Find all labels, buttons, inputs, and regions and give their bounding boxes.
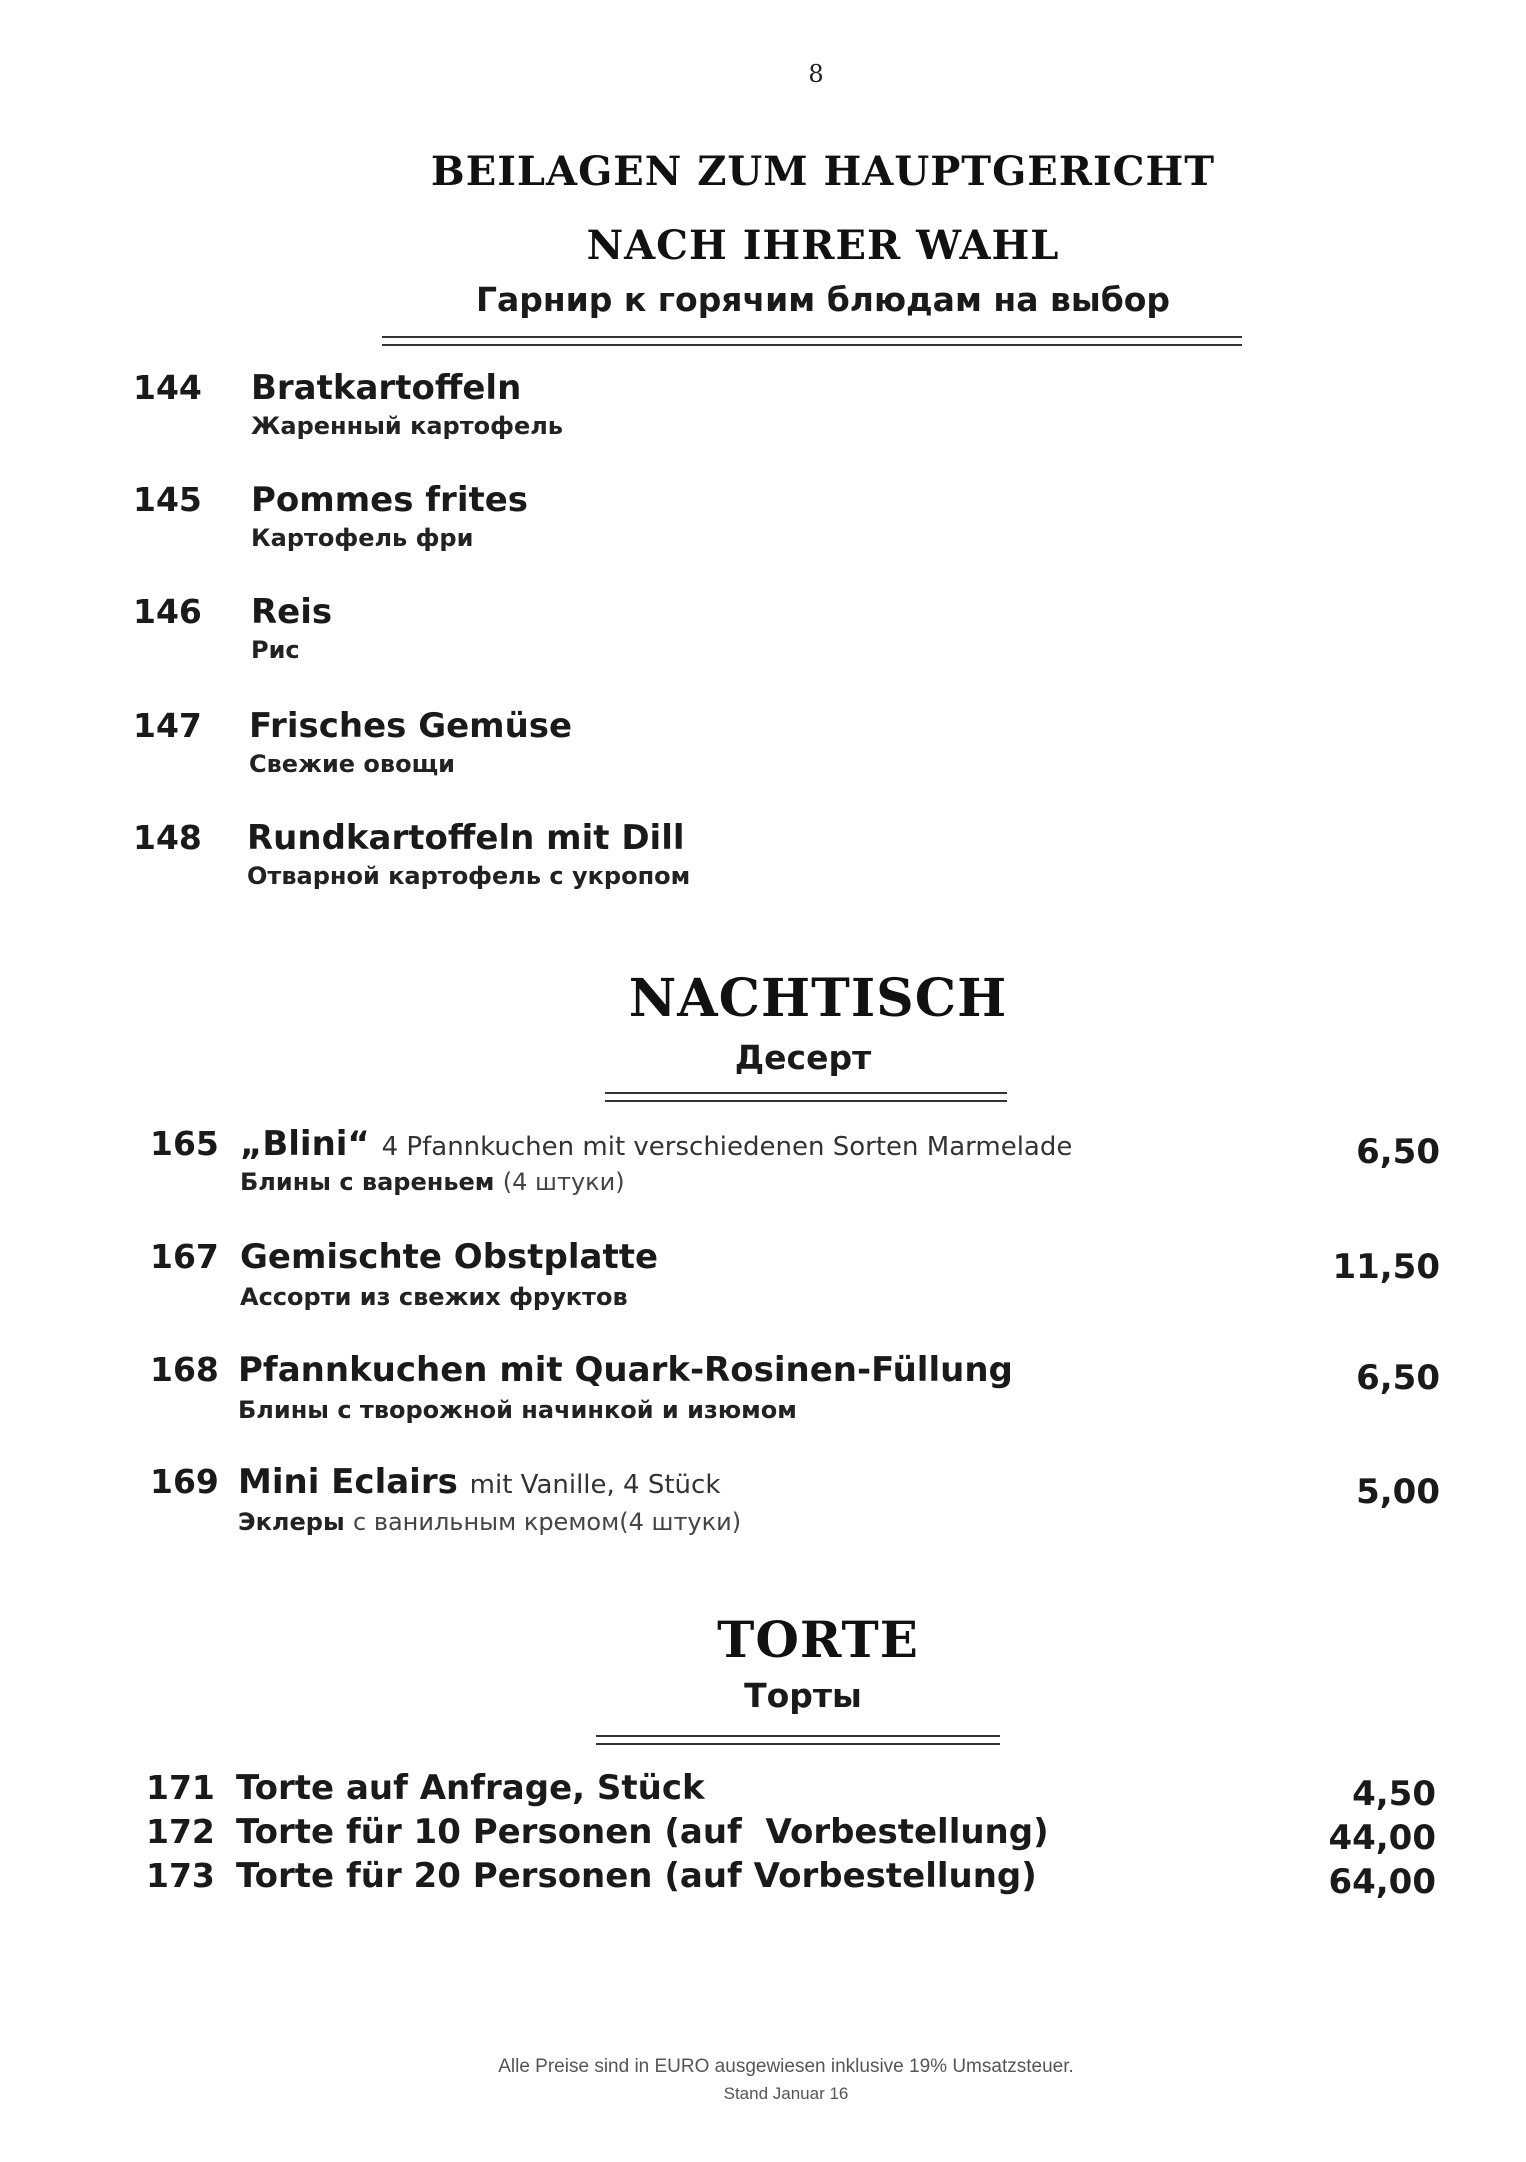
list-item [150,1237,1440,1317]
item-description-ru: с ванильным кремом(4 штуки) [353,1508,742,1536]
item-price: 4,50 [1352,1774,1436,1814]
item-name: Frisches Gemüse [249,706,573,746]
item-number: 146 [133,592,202,631]
page-number: 8 [808,60,824,88]
item-name-ru: Картофель фри [251,524,474,552]
sides-subtitle: Гарнир к горячим блюдам на выбор [475,280,1171,319]
item-name: Rundkartoffeln mit Dill [247,818,685,858]
item-price: 11,50 [1332,1247,1440,1287]
footer-note: Alle Preise sind in EURO ausgewiesen inklusive 19% Umsatzsteuer. [498,2056,1074,2077]
item-name: Mini Eclairs [238,1462,458,1502]
item-price: 5,00 [1356,1472,1440,1512]
item-name: Gemischte Obstplatte [240,1237,659,1277]
item-number: 144 [133,368,202,407]
dessert-subtitle: Десерт [734,1038,872,1077]
item-name-ru: Отварной картофель с укропом [247,862,691,890]
item-price: 64,00 [1328,1862,1436,1902]
item-name: Pommes frites [251,480,529,520]
torte-title: TORTE [717,1610,919,1669]
item-name: Pfannkuchen mit Quark-Rosinen-Füllung [238,1350,1013,1390]
list-item [133,592,1433,672]
sides-divider [382,336,1242,346]
item-price: 44,00 [1328,1818,1436,1858]
item-description: 4 Pfannkuchen mit verschiedenen Sorten Marmelade [381,1132,1073,1162]
footer-date: Stand Januar 16 [723,2084,849,2103]
item-number: 148 [133,818,202,857]
item-name: Torte für 20 Personen (auf Vorbestellung) [236,1856,1037,1896]
list-item [133,706,1433,786]
dessert-divider [605,1092,1007,1102]
list-item [150,1124,1440,1204]
item-name-ru: Блины с творожной начинкой и изюмом [238,1396,797,1424]
list-item [146,1856,1436,1900]
item-number: 147 [133,706,202,745]
item-number: 145 [133,480,202,519]
list-item [133,818,1433,898]
item-price: 6,50 [1356,1358,1440,1398]
item-name: Reis [251,592,333,632]
sides-title-line1: BEILAGEN ZUM HAUPTGERICHT [430,148,1216,195]
list-item [133,368,1433,448]
item-description-ru: (4 штуки) [502,1168,625,1196]
item-name-ru: Ассорти из свежих фруктов [240,1283,628,1311]
item-price: 6,50 [1356,1132,1440,1172]
item-name-ru: Рис [251,636,300,664]
item-number: 165 [150,1124,219,1163]
item-description: mit Vanille, 4 Stück [469,1470,721,1500]
item-name: Torte für 10 Personen (auf Vorbestellung) [236,1812,1049,1852]
item-number: 173 [146,1856,215,1895]
torte-subtitle: Торты [744,1676,862,1715]
item-number: 171 [146,1768,215,1807]
sides-title-line2: NACH IHRER WAHL [586,222,1060,269]
list-item [150,1350,1440,1430]
item-name: Bratkartoffeln [251,368,522,408]
list-item [133,480,1433,560]
item-name-ru: Жаренный картофель [251,412,563,440]
torte-divider [596,1735,1000,1745]
list-item [146,1812,1436,1856]
item-name-ru: Эклеры [238,1508,345,1536]
item-number: 169 [150,1462,219,1501]
item-number: 168 [150,1350,219,1389]
item-name-ru: Блины с вареньем [240,1168,495,1196]
item-number: 167 [150,1237,219,1276]
item-name: „Blini“ [240,1124,370,1164]
item-name-ru: Свежие овощи [249,750,455,778]
item-number: 172 [146,1812,215,1851]
list-item [150,1462,1440,1542]
item-name: Torte auf Anfrage, Stück [236,1768,705,1808]
dessert-title: NACHTISCH [628,968,1008,1029]
list-item [146,1768,1436,1812]
